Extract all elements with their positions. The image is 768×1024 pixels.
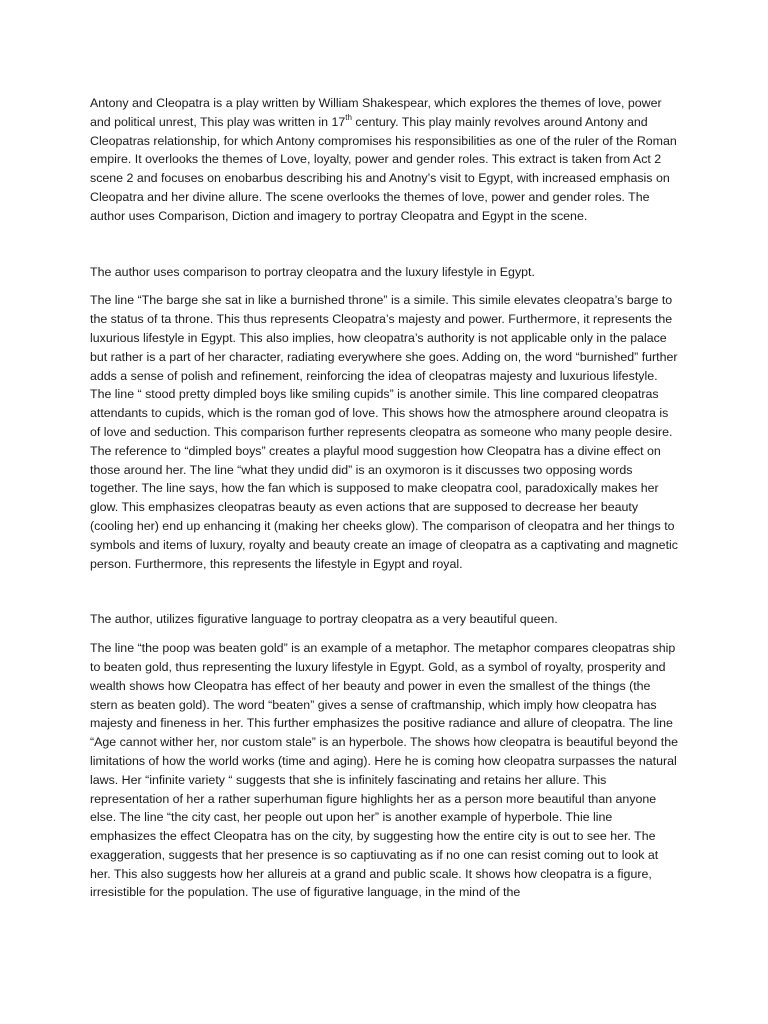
intro-superscript: th — [345, 112, 352, 122]
section-1-heading: The author uses comparison to portray cleopatra and the luxury lifestyle in Egypt. — [90, 264, 535, 279]
section-2-body: The line “the poop was beaten gold” is an example of a metaphor. The metaphor compares cleopatras ship to beaten gold, thus representing the luxury lifestyle in Egypt. Gold, as a symbol of royalty, prosperity and wealth shows how Cleopatra has effect of her beauty and power in even the smallest of the things (the stern as beaten gold). The word “beaten” gives a sense of craftmanship, which imply how cleopatra has majesty and fineness in her. This further emphasizes the positive radiance and allure of cleopatra. The line “Age cannot wither her, nor custom stale” is an hyperbole. The shows how cleopatra is beautiful beyond the limitations of how the world works (time and aging). Here he is coming how cleopatra surpasses the natural laws. Her “infinite variety “ suggests that she is infinitely fascinating and retains her allure. This representation of her a rather superhuman figure highlights her as a person more beautiful than anyone else. The line “the city cast, her people out upon her” is another example of hyperbole. Thie line emphasizes the effect Cleopatra has on the city, by suggesting how the entire city is out to see her. The exaggeration, suggests that her presence is so captiuvating as if no one can resist coming out to look at her. This also suggests how her allureis at a grand and public scale. It shows how cleopatra is a figure, irresistible for the population. The use of figurative language, in the mind of the — [90, 641, 678, 900]
intro-paragraph — [90, 94, 680, 226]
section-2-heading: The author, utilizes figurative language to portray cleopatra as a very beautiful queen. — [90, 612, 558, 627]
intro-text-start: Antony and Cleopatra is a play written by William Shakespear, which explores the themes of love, power and political unrest, This play was written in 17 — [90, 96, 662, 129]
section-1-body: The line “The barge she sat in like a burnished throne” is a simile. This simile elevates cleopatra’s barge to the status of ta throne. This thus represents Cleopatra’s majesty and power. Furthermore, it represents the luxurious lifestyle in Egypt. This also implies, how cleopatra’s authority is not applicable only in the palace but rather is a part of her character, radiating everywhere she goes. Adding on, the word “burnished” further adds a sense of polish and refinement, reinforcing the idea of cleopatras majesty and luxurious lifestyle. The line “ stood pretty dimpled boys like smiling cupids” is another simile. This line compared cleopatras attendants to cupids, which is the roman god of love. This shows how the atmosphere around cleopatra is of love and seduction. This comparison further represents cleopatra as someone who many people desire. The reference to “dimpled boys” creates a playful mood suggestion how Cleopatra has a divine effect on those around her. The line “what they undid did” is an oxymoron is it discusses two opposing words together. The line says, how the fan which is supposed to make cleopatra cool, paradoxically makes her glow. This emphasizes cleopatras beauty as even actions that are supposed to decrease her beauty (cooling her) end up enhancing it (making her cheeks glow). The comparison of cleopatra and her things to symbols and items of luxury, royalty and beauty create an image of cleopatra as a captivating and magnetic person. Furthermore, this represents the lifestyle in Egypt and royal. — [90, 293, 678, 571]
intro-text-end: century. This play mainly revolves around Antony and Cleopatras relationship, for which Antony compromises his responsibilities as one of the ruler of the Roman empire. It overlooks the themes of Love, loyalty, power and gender roles. This extract is taken from Act 2 scene 2 and focuses on enobarbus describing his and Anotny’s visit to Egypt, with increased emphasis on Cleopatra and her divine allure. The scene overlooks the themes of love, power and gender roles. The author uses Comparison, Diction and imagery to portray Cleopatra and Egypt in the scene. — [90, 114, 677, 223]
document-page — [90, 94, 680, 902]
